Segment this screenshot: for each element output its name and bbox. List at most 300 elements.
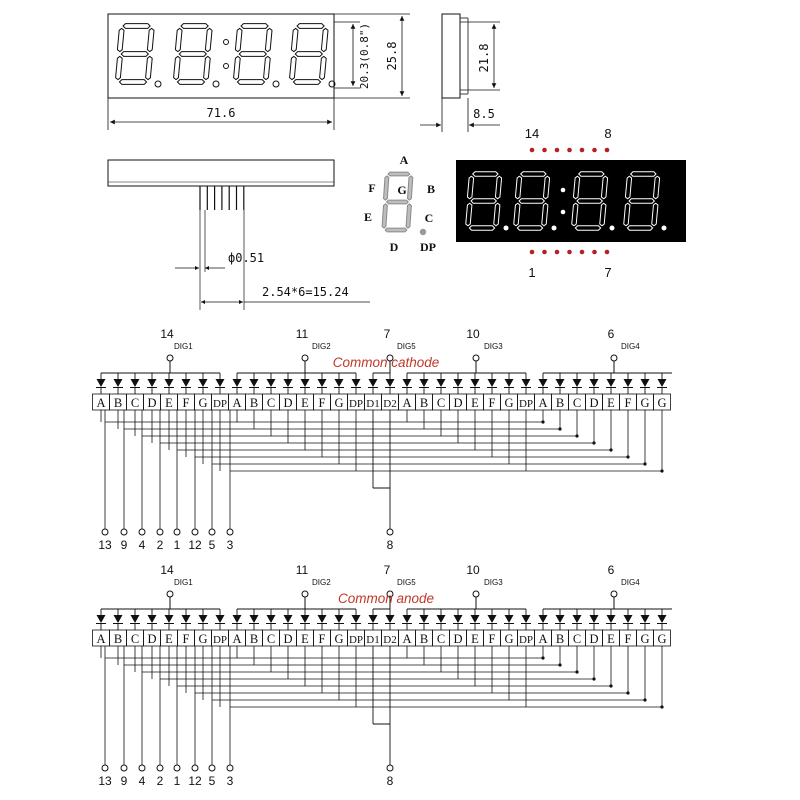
segment-f (384, 176, 389, 200)
seven-seg-digit (116, 24, 154, 85)
pin-number: 12 (188, 774, 202, 788)
segment-label: A (96, 632, 106, 646)
diode-icon (182, 615, 191, 623)
schematic-title: Common anode (337, 591, 435, 606)
diode-icon (607, 615, 616, 623)
segment-label: F (182, 632, 190, 646)
junction-dot (660, 469, 663, 472)
segment-label: A (402, 396, 412, 410)
segment-label: C (266, 396, 276, 410)
junction-dot (558, 427, 561, 430)
diode-icon (165, 615, 174, 623)
pin-number: 2 (156, 538, 164, 552)
legend-label-d: D (389, 240, 399, 254)
group-pin-terminal (167, 591, 173, 597)
group-pin-terminal (302, 591, 308, 597)
segment-label: D (283, 396, 293, 410)
pin-terminal (209, 529, 215, 535)
diode-icon (148, 615, 157, 623)
segment-label: G (657, 632, 667, 646)
pin-number: 8 (386, 774, 394, 788)
diode-icon (114, 615, 123, 623)
photo-pin-dot (555, 148, 560, 153)
segment-label: D1 (366, 398, 380, 410)
group-pin-number: 11 (295, 563, 309, 577)
diode-icon (216, 615, 225, 623)
diode-icon (233, 615, 242, 623)
diode-icon (165, 379, 174, 387)
seven-seg-digit (174, 24, 212, 85)
decimal-point (273, 81, 279, 87)
pin-terminal (387, 765, 393, 771)
segment-label: E (607, 632, 615, 646)
diode-icon (607, 379, 616, 387)
segment-label: B (555, 632, 565, 646)
segment-label: C (130, 396, 140, 410)
diode-icon (352, 379, 361, 387)
segment-a (241, 24, 268, 29)
diode-icon (369, 615, 378, 623)
segment-label: D (147, 632, 157, 646)
junction-dot (592, 677, 595, 680)
group-name: DIG5 (397, 342, 416, 351)
diode-icon (114, 379, 123, 387)
segment-label: D2 (383, 634, 397, 646)
diode-icon (590, 615, 599, 623)
pin-number: 9 (120, 538, 128, 552)
segment-c (406, 204, 411, 228)
segment-label: G (640, 632, 650, 646)
segment-label: E (607, 396, 615, 410)
pin-number: 9 (120, 774, 128, 788)
diode-icon (318, 615, 327, 623)
diode-icon (641, 615, 650, 623)
segment-label: E (301, 396, 309, 410)
photo-pin-dot (567, 250, 572, 255)
segment-label: C (436, 396, 446, 410)
photo-pin-dot (530, 148, 535, 153)
pin-terminal (139, 529, 145, 535)
junction-dot (575, 434, 578, 437)
colon-dot (224, 40, 229, 45)
pin-view (108, 160, 373, 310)
group-name: DIG2 (312, 578, 331, 587)
segment-g (239, 52, 266, 57)
legend-label-a: A (399, 153, 409, 167)
front-width-dim: 71.6 (206, 106, 236, 120)
diode-icon (352, 615, 361, 623)
photo-pin-dot (542, 148, 547, 153)
seven-seg-digit (290, 24, 328, 85)
segment-d (293, 80, 320, 85)
segment-b (321, 28, 328, 51)
diode-icon (471, 379, 480, 387)
legend-digit-icon (382, 172, 426, 235)
legend-label-dp: DP (420, 240, 436, 254)
junction-dot (609, 448, 612, 451)
schematic-common-anode (93, 563, 673, 788)
segment-label: B (419, 396, 429, 410)
diode-icon (148, 379, 157, 387)
decimal-point (213, 81, 219, 87)
segment-label: E (165, 396, 173, 410)
diode-icon (335, 615, 344, 623)
segment-legend (364, 153, 436, 254)
schematic-title: Common cathode (332, 355, 440, 370)
segment-label: G (334, 632, 344, 646)
side-view (420, 14, 500, 132)
group-pin-number: 10 (466, 327, 480, 341)
diode-icon (539, 379, 548, 387)
junction-dot (592, 441, 595, 444)
segment-c (146, 56, 153, 79)
diode-icon (658, 615, 667, 623)
legend-dp-dot (420, 229, 426, 235)
segment-label: DP (348, 634, 364, 646)
group-pin-terminal (167, 355, 173, 361)
segment-e (174, 56, 181, 79)
segment-label: DP (212, 398, 228, 410)
segment-label: F (624, 632, 632, 646)
photo-pin-dot (580, 250, 585, 255)
photo-pin-label-14: 14 (524, 126, 540, 141)
segment-g (387, 200, 409, 204)
junction-dot (643, 462, 646, 465)
group-pin-terminal (611, 591, 617, 597)
junction-dot (643, 698, 646, 701)
segment-label: DP (518, 634, 534, 646)
segment-label: D (589, 632, 599, 646)
decimal-point (155, 81, 161, 87)
photo-pin-label-7: 7 (604, 265, 612, 280)
segment-label: C (572, 396, 582, 410)
segment-label: DP (212, 634, 228, 646)
pin-terminal (227, 529, 233, 535)
pin-terminal (102, 765, 108, 771)
segment-label: D (453, 396, 463, 410)
segment-label: E (165, 632, 173, 646)
group-pin-number: 7 (383, 563, 391, 577)
seven-seg-digit (234, 24, 272, 85)
segment-label: F (488, 632, 496, 646)
segment-c (264, 56, 271, 79)
front-view (108, 14, 410, 130)
pin-terminal (102, 529, 108, 535)
photo-colon (561, 188, 566, 193)
diode-icon (216, 379, 225, 387)
diode-icon (590, 379, 599, 387)
pin-terminal (157, 529, 163, 535)
diode-icon (658, 379, 667, 387)
side-view-outline (442, 14, 460, 98)
segment-e (382, 204, 387, 228)
diode-icon (488, 615, 497, 623)
segment-f (235, 28, 242, 51)
pin-terminal (121, 529, 127, 535)
segment-label: F (318, 632, 326, 646)
segment-label: C (266, 632, 276, 646)
segment-d (469, 226, 494, 230)
photo-dp (610, 226, 615, 231)
photo-dp (662, 226, 667, 231)
schematic-common-cathode (93, 327, 673, 552)
legend-label-f: F (368, 181, 376, 195)
photo-pin-dot (555, 250, 560, 255)
diode-icon (641, 379, 650, 387)
group-pin-number: 7 (383, 327, 391, 341)
pin-terminal (209, 765, 215, 771)
front-view-digits (116, 24, 335, 87)
segment-a (579, 172, 604, 176)
diode-icon (437, 615, 446, 623)
segment-g (577, 199, 602, 203)
segment-label: C (572, 632, 582, 646)
diode-icon (454, 615, 463, 623)
pin-number: 12 (188, 538, 202, 552)
photo-pin-dots-bottom (530, 250, 610, 255)
segment-label: B (249, 632, 259, 646)
segment-a (631, 172, 656, 176)
photo-pin-dot (580, 148, 585, 153)
legend-label-e: E (363, 210, 373, 224)
group-pin-number: 6 (607, 563, 615, 577)
pin-number: 13 (98, 538, 112, 552)
junction-dot (626, 455, 629, 458)
segment-a (123, 24, 150, 29)
group-name: DIG4 (621, 578, 640, 587)
segment-label: A (232, 632, 242, 646)
diode-icon (182, 379, 191, 387)
segment-e (116, 56, 123, 79)
diode-icon (250, 379, 259, 387)
diode-icon (335, 379, 344, 387)
segment-e (290, 56, 297, 79)
segment-a (388, 172, 410, 176)
segment-label: F (182, 396, 190, 410)
diode-icon (420, 379, 429, 387)
diode-icon (522, 615, 531, 623)
diode-icon (420, 615, 429, 623)
diode-icon (403, 615, 412, 623)
segment-label: G (504, 396, 514, 410)
pin-pitch-dim: 2.54*6=15.24 (262, 285, 349, 299)
segment-label: F (318, 396, 326, 410)
photo-dp (504, 226, 509, 231)
diode-icon (131, 615, 140, 623)
segment-d (237, 80, 264, 85)
segment-label: D (283, 632, 293, 646)
group-pin-number: 11 (295, 327, 309, 341)
pin-number: 4 (138, 774, 146, 788)
photo-pin-dot (605, 250, 610, 255)
diode-icon (437, 379, 446, 387)
segment-label: C (436, 632, 446, 646)
front-height-dim: 25.8 (385, 41, 399, 71)
segment-label: G (657, 396, 667, 410)
group-name: DIG1 (174, 578, 193, 587)
segment-d (177, 80, 204, 85)
segment-f (117, 28, 124, 51)
photo-pin-label-8: 8 (604, 126, 612, 141)
junction-dot (660, 705, 663, 708)
segment-c (320, 56, 327, 79)
segment-g (629, 199, 654, 203)
segment-label: D1 (366, 634, 380, 646)
segment-label: F (624, 396, 632, 410)
diode-icon (267, 615, 276, 623)
diode-icon (199, 379, 208, 387)
segment-label: E (471, 396, 479, 410)
segment-label: DP (348, 398, 364, 410)
pin-number: 2 (156, 774, 164, 788)
segment-label: B (419, 632, 429, 646)
diode-icon (522, 379, 531, 387)
colon-dot (224, 64, 229, 69)
pin-terminal (157, 765, 163, 771)
pin-terminal (174, 529, 180, 535)
segment-d (517, 226, 542, 230)
pin-diameter-dim: ф0.51 (228, 251, 265, 265)
display-photo (456, 126, 686, 280)
junction-dot (575, 670, 578, 673)
segment-label: G (334, 396, 344, 410)
pin-terminal (174, 765, 180, 771)
segment-g (471, 199, 496, 203)
photo-dp (552, 226, 557, 231)
diode-icon (471, 615, 480, 623)
photo-pin-dot (542, 250, 547, 255)
segment-label: B (249, 396, 259, 410)
group-pin-terminal (611, 355, 617, 361)
diode-icon (301, 379, 310, 387)
pin-number: 4 (138, 538, 146, 552)
segment-label: G (198, 396, 208, 410)
pin-number: 1 (173, 538, 181, 552)
diode-icon (233, 379, 242, 387)
pin-number: 1 (173, 774, 181, 788)
side-height-dim: 21.8 (477, 43, 491, 73)
legend-label-b: B (426, 182, 436, 196)
diode-icon (250, 615, 259, 623)
group-name: DIG3 (484, 342, 503, 351)
segment-label: DP (518, 398, 534, 410)
segment-d (385, 228, 407, 232)
junction-dot (541, 420, 544, 423)
segment-label: A (538, 396, 548, 410)
segment-label: A (538, 632, 548, 646)
diode-icon (97, 379, 106, 387)
diode-icon (454, 379, 463, 387)
pin-number: 13 (98, 774, 112, 788)
pin-terminal (387, 529, 393, 535)
segment-label: E (301, 632, 309, 646)
photo-pin-dot (605, 148, 610, 153)
diode-icon (386, 379, 395, 387)
diode-icon (386, 615, 395, 623)
junction-dot (609, 684, 612, 687)
pin-number: 5 (208, 774, 216, 788)
segment-label: D (147, 396, 157, 410)
segment-g (121, 52, 148, 57)
photo-pin-dot (592, 250, 597, 255)
diode-icon (131, 379, 140, 387)
segment-b (205, 28, 212, 51)
diode-icon (284, 615, 293, 623)
diode-icon (624, 615, 633, 623)
segment-d (119, 80, 146, 85)
group-pin-number: 10 (466, 563, 480, 577)
segment-g (179, 52, 206, 57)
junction-dot (558, 663, 561, 666)
segment-b (147, 28, 154, 51)
group-pin-terminal (473, 591, 479, 597)
segment-label: D (453, 632, 463, 646)
segment-label: D (589, 396, 599, 410)
segment-label: B (113, 632, 123, 646)
pin-terminal (192, 529, 198, 535)
segment-label: B (555, 396, 565, 410)
segment-b (265, 28, 272, 51)
diode-icon (573, 379, 582, 387)
pin-terminal (121, 765, 127, 771)
group-name: DIG5 (397, 578, 416, 587)
group-pin-terminal (473, 355, 479, 361)
junction-dot (626, 691, 629, 694)
photo-pin-dot (530, 250, 535, 255)
pin-terminal (192, 765, 198, 771)
segment-d (627, 226, 652, 230)
segment-g (295, 52, 322, 57)
diode-icon (488, 379, 497, 387)
group-pin-number: 6 (607, 327, 615, 341)
diode-icon (97, 615, 106, 623)
group-pin-number: 14 (160, 563, 174, 577)
segment-label: G (504, 632, 514, 646)
pin-number: 3 (226, 538, 234, 552)
segment-label: G (640, 396, 650, 410)
diode-icon (505, 379, 514, 387)
segment-f (291, 28, 298, 51)
pin-terminal (139, 765, 145, 771)
photo-pin-dot (592, 148, 597, 153)
diode-icon (505, 615, 514, 623)
photo-pin-dots-top (530, 148, 610, 153)
pin-terminal (227, 765, 233, 771)
segment-label: A (232, 396, 242, 410)
junction-dot (541, 656, 544, 659)
pin-number: 3 (226, 774, 234, 788)
pin-number: 5 (208, 538, 216, 552)
group-pin-number: 14 (160, 327, 174, 341)
diode-icon (539, 615, 548, 623)
photo-colon (561, 210, 566, 215)
segment-label: B (113, 396, 123, 410)
group-name: DIG4 (621, 342, 640, 351)
photo-pin-dot (567, 148, 572, 153)
segment-g (519, 199, 544, 203)
segment-label: C (130, 632, 140, 646)
diode-icon (318, 379, 327, 387)
segment-d (575, 226, 600, 230)
group-pin-terminal (302, 355, 308, 361)
diode-icon (556, 615, 565, 623)
pin-legs (200, 186, 244, 210)
digit-height-dim: 20.3(0.8") (358, 22, 371, 90)
segment-label: A (96, 396, 106, 410)
diode-icon (624, 379, 633, 387)
diode-icon (284, 379, 293, 387)
segment-e (234, 56, 241, 79)
